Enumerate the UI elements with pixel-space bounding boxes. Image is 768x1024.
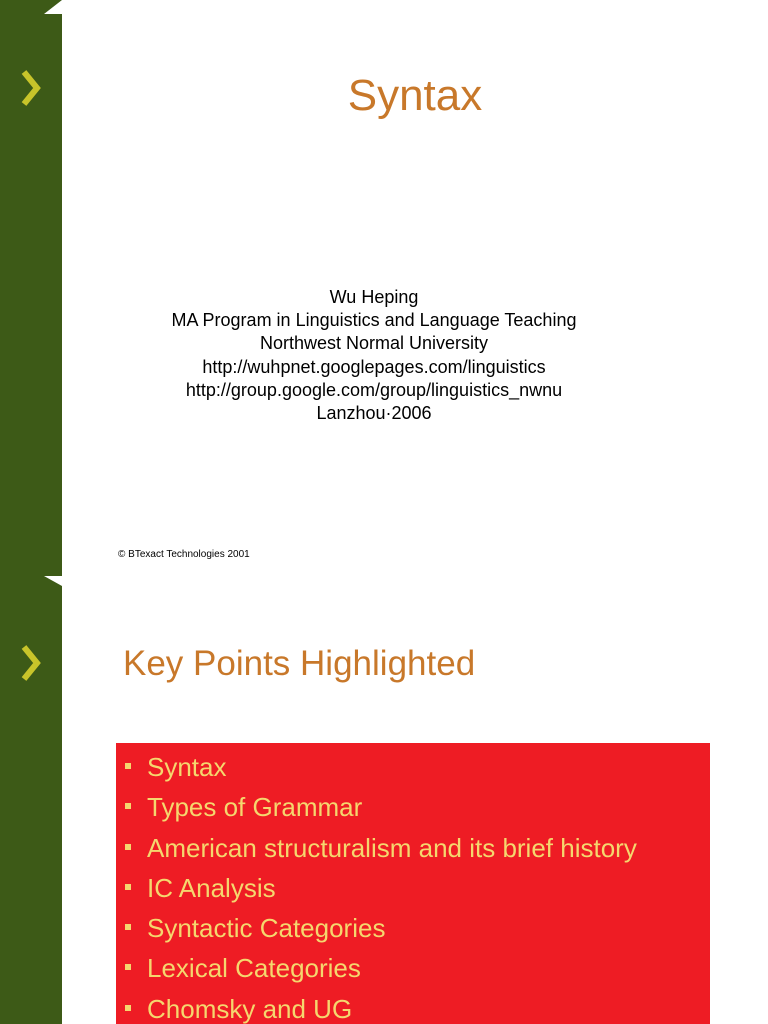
author-name: Wu Heping: [329, 287, 419, 307]
bullet-square-icon: [125, 1005, 131, 1011]
university-name: Northwest Normal University: [259, 333, 489, 354]
slide-heading: Key Points Highlighted: [123, 644, 476, 683]
list-item-label: Lexical Categories: [147, 953, 361, 984]
location-year: Lanzhou·2006: [316, 403, 432, 424]
bullet-square-icon: [125, 884, 131, 890]
list-item-label: Types of Grammar: [147, 792, 363, 823]
sidebar-notch: [44, 576, 62, 586]
list-item: [116, 747, 710, 787]
slide-title-text: Syntax: [347, 71, 483, 120]
list-item: [116, 948, 710, 988]
program-name: MA Program in Linguistics and Language Teaching: [171, 310, 577, 331]
chevron-right-icon: [20, 68, 42, 108]
bullet-square-icon: [125, 964, 131, 970]
group-link: http://group.google.com/group/linguistics_nwnu: [185, 379, 563, 400]
list-item: [116, 868, 710, 908]
bullet-square-icon: [125, 763, 131, 769]
sidebar-notch: [44, 0, 62, 14]
key-points-list: [116, 747, 710, 1024]
list-item: [116, 908, 710, 948]
chevron-right-icon: [20, 643, 42, 683]
website-link: http://wuhpnet.googlepages.com/linguistics: [202, 356, 546, 377]
copyright-notice: © BTexact Technologies 2001: [118, 549, 250, 560]
list-item-label: American structuralism and its brief history: [147, 832, 637, 863]
list-item-label: Syntax: [147, 752, 227, 782]
list-item-label: Syntactic Categories: [147, 913, 386, 944]
list-item-label: IC Analysis: [147, 872, 276, 903]
key-points-box: [116, 743, 710, 1024]
bullet-square-icon: [125, 924, 131, 930]
list-item-label: Chomsky and UG: [147, 993, 353, 1024]
list-item: [116, 828, 710, 868]
slide-key-points: [0, 576, 768, 1024]
list-item: [116, 787, 710, 827]
author-info: [62, 286, 686, 425]
list-item: [116, 989, 710, 1024]
bullet-square-icon: [125, 844, 131, 850]
bullet-square-icon: [125, 803, 131, 809]
